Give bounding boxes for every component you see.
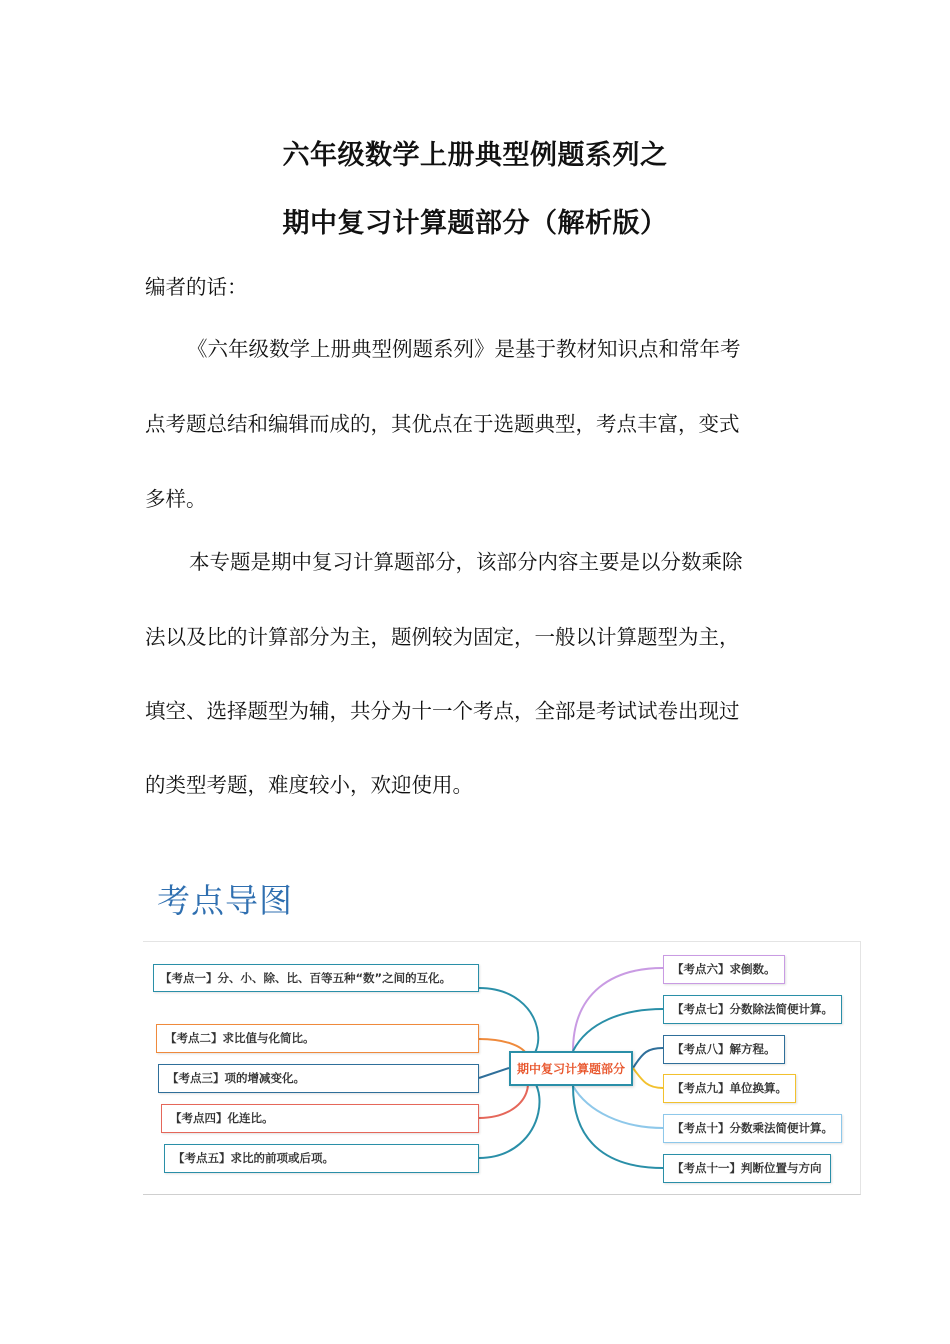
topic-node-left-4: 【考点四】化连比。	[161, 1104, 479, 1133]
connector-right-3	[633, 1048, 663, 1068]
paragraph1-line1: 《六年级数学上册典型例题系列》是基于教材知识点和常年考	[187, 337, 741, 361]
paragraph2-line4: 的类型考题，难度较小，欢迎使用。	[145, 773, 473, 797]
topic-node-right-3: 【考点八】解方程。	[663, 1035, 785, 1064]
paragraph2-line3: 填空、选择题型为辅，共分为十一个考点，全部是考试试卷出现过	[145, 699, 740, 723]
topic-node-right-2: 【考点七】分数除法简便计算。	[663, 995, 842, 1024]
paragraph2-line2: 法以及比的计算部分为主，题例较为固定，一般以计算题型为主，	[145, 625, 740, 649]
connector-right-4	[633, 1068, 663, 1088]
paragraph1-line3: 多样。	[145, 487, 207, 511]
document-title-line2: 期中复习计算题部分（解析版）	[282, 208, 668, 239]
mind-map-center: 期中复习计算题部分	[509, 1051, 633, 1086]
paragraph2-line1: 本专题是期中复习计算题部分，该部分内容主要是以分数乘除	[189, 550, 743, 574]
topic-node-right-4: 【考点九】单位换算。	[663, 1074, 796, 1103]
topic-node-left-3: 【考点三】项的增减变化。	[158, 1064, 479, 1093]
guide-heading: 考点导图	[157, 881, 293, 920]
topic-node-left-1: 【考点一】分、小、除、比、百等五种“数”之间的互化。	[153, 964, 479, 992]
topic-node-right-5: 【考点十】分数乘法简便计算。	[663, 1114, 842, 1143]
connector-right-2	[573, 1009, 663, 1051]
paragraph1-line2: 点考题总结和编辑而成的，其优点在于选题典型，考点丰富，变式	[145, 412, 740, 436]
mind-map	[143, 941, 861, 1195]
topic-node-right-6: 【考点十一】判断位置与方向	[663, 1154, 831, 1183]
topic-node-right-1: 【考点六】求倒数。	[663, 955, 785, 984]
connector-left-3	[479, 1068, 509, 1078]
topic-node-left-2: 【考点二】求比值与化简比。	[156, 1024, 479, 1053]
editor-label: 编者的话：	[145, 275, 248, 299]
connector-right-5	[573, 1086, 663, 1128]
document-title-line1: 六年级数学上册典型例题系列之	[282, 140, 668, 171]
topic-node-left-5: 【考点五】求比的前项或后项。	[164, 1144, 479, 1173]
